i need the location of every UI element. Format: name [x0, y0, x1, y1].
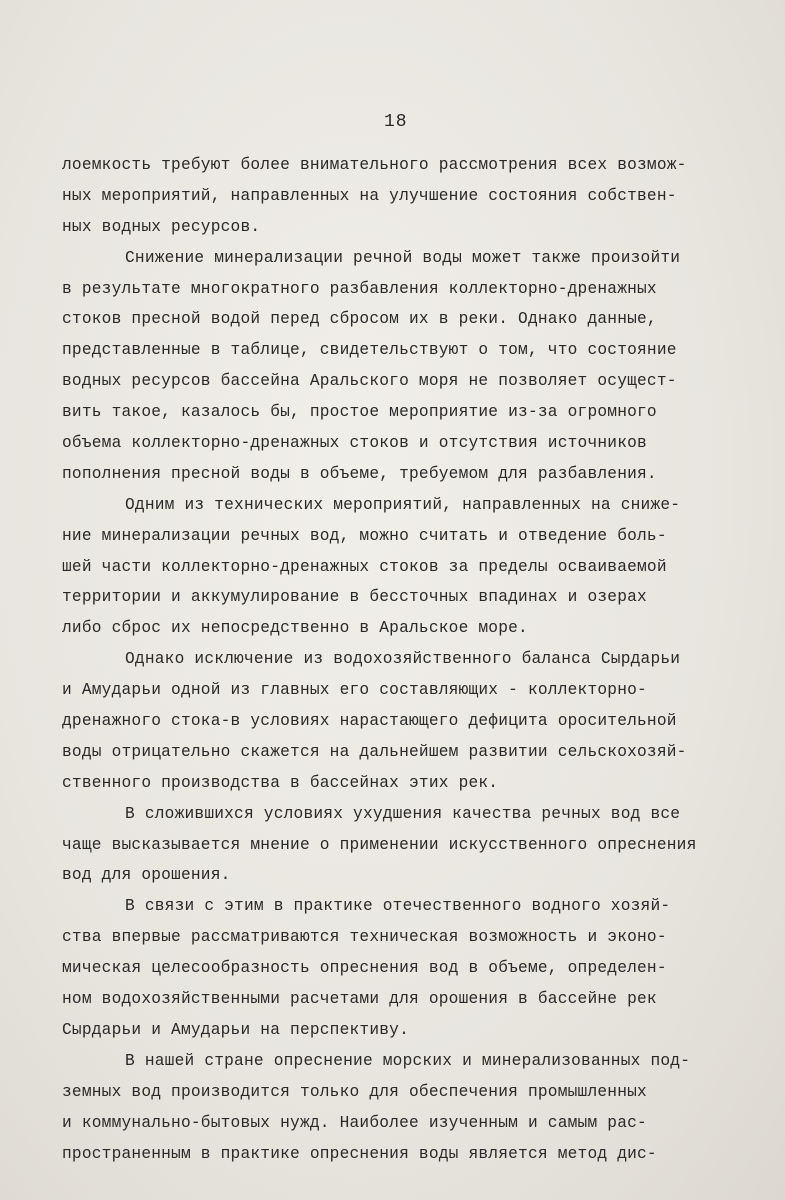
text-line: стоков пресной водой перед сбросом их в реки. Однако данные,: [62, 310, 657, 329]
text-line: и коммунально-бытовых нужд. Наиболее изученным и самым рас-: [62, 1113, 647, 1132]
text-line: либо сброс их непосредственно в Аральское море.: [62, 619, 528, 638]
text-line: мическая целесообразность опреснения вод в объеме, определен-: [62, 959, 667, 978]
text-line: воды отрицательно скажется на дальнейшем развитии сельскохозяй-: [62, 742, 687, 761]
text-line: территории и аккумулирование в бессточных впадинах и озерах: [62, 588, 647, 607]
text-line: В нашей стране опреснение морских и минерализованных под-: [125, 1051, 691, 1070]
text-line: в результате многократного разбавления коллекторно-дренажных: [62, 279, 657, 298]
text-line: пополнения пресной воды в объеме, требуемом для разбавления.: [62, 464, 657, 483]
text-line: ственного производства в бассейнах этих рек.: [62, 773, 499, 792]
text-line: пространенным в практике опреснения воды является метод дис-: [62, 1144, 657, 1163]
text-line: объема коллекторно-дренажных стоков и отсутствия источников: [62, 434, 647, 453]
text-line: ных водных ресурсов.: [62, 217, 261, 236]
text-line: ства впервые рассматриваются техническая возможность и эконо-: [62, 928, 667, 947]
text-line: Снижение минерализации речной воды может также произойти: [125, 248, 681, 267]
page-number: 18: [384, 112, 408, 132]
text-line: и Амударьи одной из главных его составляющих - коллекторно-: [62, 681, 647, 700]
text-line: представленные в таблице, свидетельствуют о том, что состояние: [62, 341, 677, 360]
text-line: дренажного стока-в условиях нарастающего дефицита оросительной: [62, 712, 677, 731]
text-line: Сырдарьи и Амударьи на перспективу.: [62, 1020, 409, 1039]
text-line: ных мероприятий, направленных на улучшение состояния собствен-: [62, 186, 677, 205]
text-line: земных вод производится только для обеспечения промышленных: [62, 1082, 647, 1101]
body-text: [62, 150, 762, 1169]
text-line: Однако исключение из водохозяйственного баланса Сырдарьи: [125, 650, 681, 669]
text-line: Одним из технических мероприятий, направленных на сниже-: [125, 495, 681, 514]
text-line: В сложившихся условиях ухудшения качества речных вод все: [125, 804, 681, 823]
text-line: лоемкость требуют более внимательного рассмотрения всех возмож-: [62, 156, 687, 174]
text-line: вить такое, казалось бы, простое мероприятие из-за огромного: [62, 403, 657, 422]
text-line: В связи с этим в практике отечественного водного хозяй-: [125, 897, 671, 916]
text-line: вод для орошения.: [62, 866, 231, 885]
text-line: ние минерализации речных вод, можно считать и отведение боль-: [62, 526, 667, 545]
text-line: шей части коллекторно-дренажных стоков за пределы осваиваемой: [62, 557, 667, 576]
text-line: водных ресурсов бассейна Аральского моря не позволяет осущест-: [62, 372, 677, 391]
text-line: чаще высказывается мнение о применении искусственного опреснения: [62, 835, 697, 854]
text-line: ном водохозяйственными расчетами для орошения в бассейне рек: [62, 990, 657, 1009]
